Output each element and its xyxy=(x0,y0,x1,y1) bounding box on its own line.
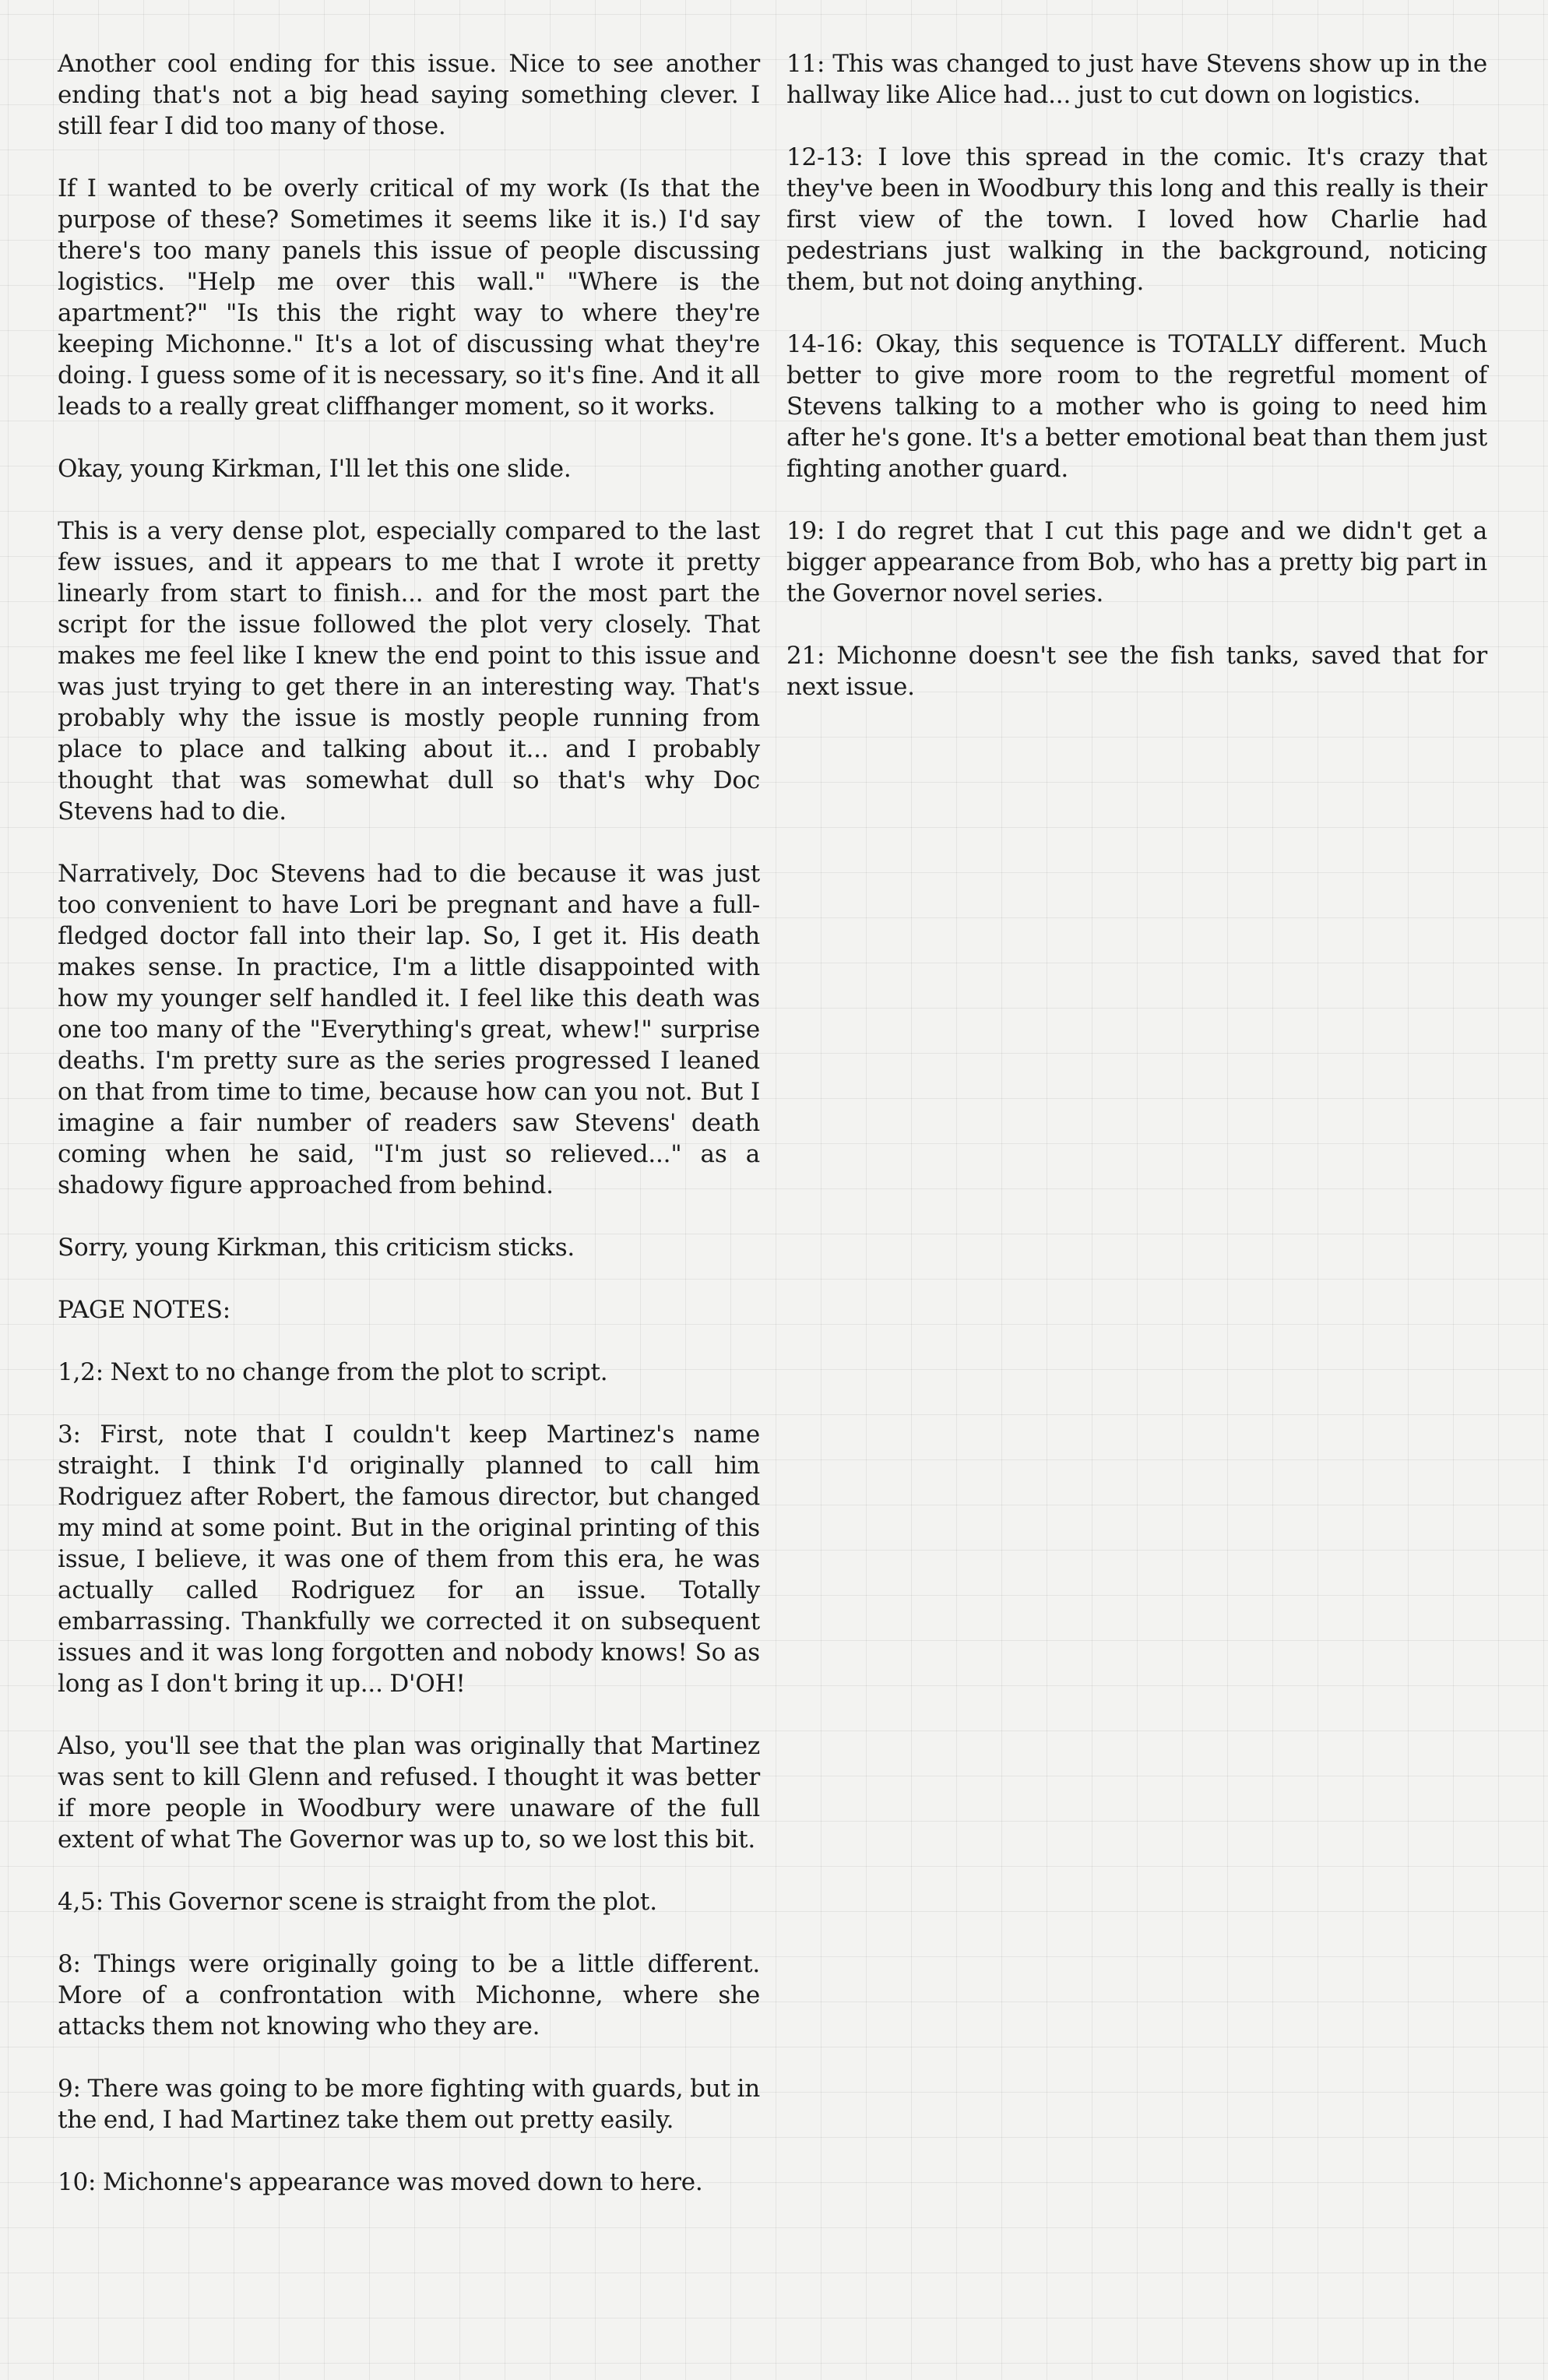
page-note: 10: Michonne's appearance was moved down to here. xyxy=(58,2168,703,2196)
paragraph: This is a very dense plot, especially compared to the last few issues, and it appears to me that I wrote it pretty linearly from start to finish... and for the most part the script for the issue followed the plot very closely. That makes me feel like I knew the end point to this issue and was just trying to get there in an interesting way. That's probably why the issue is mostly people running from place to place and talking about it... and I probably thought that was somewhat dull so that's why Doc Stevens had to die. xyxy=(58,517,760,826)
page-note: 1,2: Next to no change from the plot to script. xyxy=(58,1358,608,1386)
paragraph: Okay, young Kirkman, I'll let this one slide. xyxy=(58,455,572,483)
page-note: 3: First, note that I couldn't keep Martinez's name straight. I think I'd originally planned to call him Rodriguez after Robert, the famous director, but changed my mind at some point. But in the original printing of this issue, I believe, it was one of them from this era, he was actually called Rodriguez for an issue. Totally embarrassing. Thankfully we corrected it on subsequent issues and it was long forgotten and nobody knows! So as long as I don't bring it up... D'OH! xyxy=(58,1421,760,1698)
section-heading-page-notes: PAGE NOTES: xyxy=(58,1296,230,1324)
paragraph: Narratively, Doc Stevens had to die because it was just too convenient to have Lori be pregnant and have a full-fledged doctor fall into their lap. So, I get it. His death makes sense. In practice, I'm a little disappointed with how my younger self handled it. I feel like this death was one too many of the "Everything's great, whew!" surprise deaths. I'm pretty sure as the series progressed I leaned on that from time to time, because how can you not. But I imagine a fair number of readers saw Stevens' death coming when he said, "I'm just so relieved..." as a shadowy figure approached from behind. xyxy=(58,860,760,1199)
page-note: 14-16: Okay, this sequence is TOTALLY different. Much better to give more room to the regretful moment of Stevens talking to a mother who is going to need him after he's gone. It's a better emotional beat than them just fighting another guard. xyxy=(786,330,1487,483)
page-note: 12-13: I love this spread in the comic. It's crazy that they've been in Woodbury this long and this really is their first view of the town. I loved how Charlie had pedestrians just walking in the background, noticing them, but not doing anything. xyxy=(786,143,1487,296)
left-column xyxy=(58,48,760,2229)
page-note: 8: Things were originally going to be a little different. More of a confrontation with Michonne, where she attacks them not knowing who they are. xyxy=(58,1950,760,2040)
right-column xyxy=(786,48,1487,734)
page-note: 4,5: This Governor scene is straight from the plot. xyxy=(58,1888,657,1916)
page-note: 9: There was going to be more fighting with guards, but in the end, I had Martinez take them out pretty easily. xyxy=(58,2075,760,2134)
page-note: Also, you'll see that the plan was originally that Martinez was sent to kill Glenn and refused. I thought it was better if more people in Woodbury were unaware of the full extent of what The Governor was up to, so we lost this bit. xyxy=(58,1732,760,1854)
page-note: 21: Michonne doesn't see the fish tanks, saved that for next issue. xyxy=(786,642,1487,701)
paragraph: Sorry, young Kirkman, this criticism sticks. xyxy=(58,1234,575,1262)
paragraph: Another cool ending for this issue. Nice to see another ending that's not a big head saying something clever. I still fear I did too many of those. xyxy=(58,50,760,140)
page-note: 19: I do regret that I cut this page and we didn't get a bigger appearance from Bob, who has a pretty big part in the Governor novel series. xyxy=(786,517,1487,607)
page-note: 11: This was changed to just have Stevens show up in the hallway like Alice had... just to cut down on logistics. xyxy=(786,50,1487,109)
paragraph: If I wanted to be overly critical of my work (Is that the purpose of these? Sometimes it seems like it is.) I'd say there's too many panels this issue of people discussing logistics. "Help me over this wall." "Where is the apartment?" "Is this the right way to where they're keeping Michonne." It's a lot of discussing what they're doing. I guess some of it is necessary, so it's fine. And it all leads to a really great cliffhanger moment, so it works. xyxy=(58,174,760,421)
